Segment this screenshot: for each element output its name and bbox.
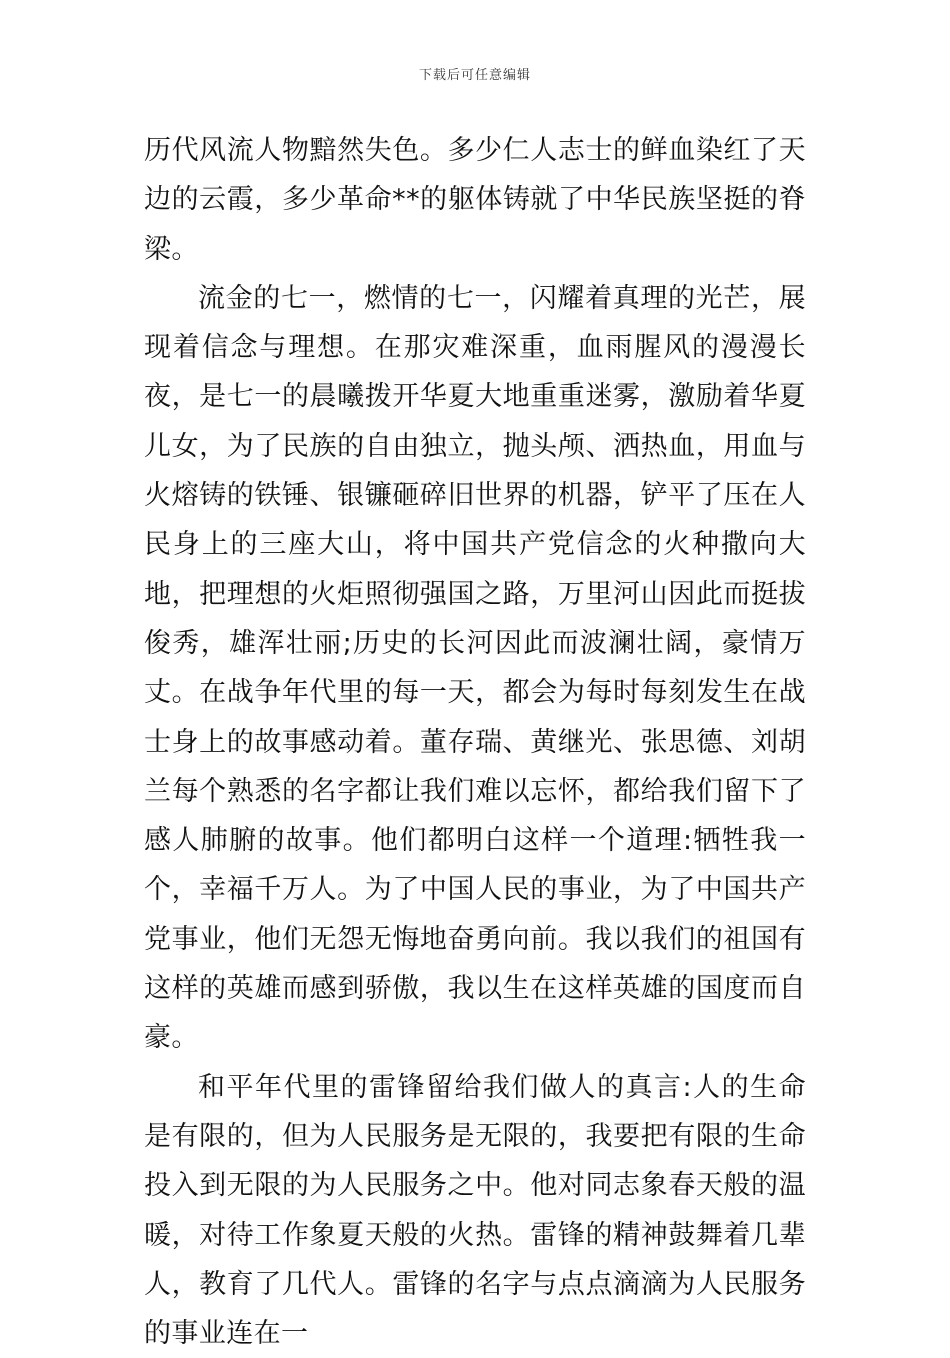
- document-body: [144, 126, 806, 1358]
- header-note: 下载后可任意编辑: [418, 68, 531, 83]
- paragraph-2: 流金的七一，燃情的七一，闪耀着真理的光芒，展现着信念与理想。在那灾难深重，血雨腥风的漫漫长夜，是七一的晨曦拨开华夏大地重重迷雾，激励着华夏儿女，为了民族的自由独立，抛头颅、洒热血，用血与火熔铸的铁锤、银镰砸碎旧世界的机器，铲平了压在人民身上的三座大山，将中国共产党信念的火种撒向大地，把理想的火炬照彻强国之路，万里河山因此而挺拔俊秀，雄浑壮丽;历史的长河因此而波澜壮阔，豪情万丈。在战争年代里的每一天，都会为每时每刻发生在战士身上的故事感动着。董存瑞、黄继光、张思德、刘胡兰每个熟悉的名字都让我们难以忘怀，都给我们留下了感人肺腑的故事。他们都明白这样一个道理:牺牲我一个，幸福千万人。为了中国人民的事业，为了中国共产党事业，他们无怨无悔地奋勇向前。我以我们的祖国有这样的英雄而感到骄傲，我以生在这样英雄的国度而自豪。: [144, 282, 806, 1054]
- paragraph-3: 和平年代里的雷锋留给我们做人的真言:人的生命是有限的，但为人民服务是无限的，我要把有限的生命投入到无限的为人民服务之中。他对同志象春天般的温暖，对待工作象夏天般的火热。雷锋的精神鼓舞着几辈人，教育了几代人。雷锋的名字与点点滴滴为人民服务的事业连在一: [144, 1071, 806, 1350]
- paragraph-1: 历代风流人物黯然失色。多少仁人志士的鲜血染红了天边的云霞，多少革命**的躯体铸就了中华民族坚挺的脊梁。: [144, 135, 806, 265]
